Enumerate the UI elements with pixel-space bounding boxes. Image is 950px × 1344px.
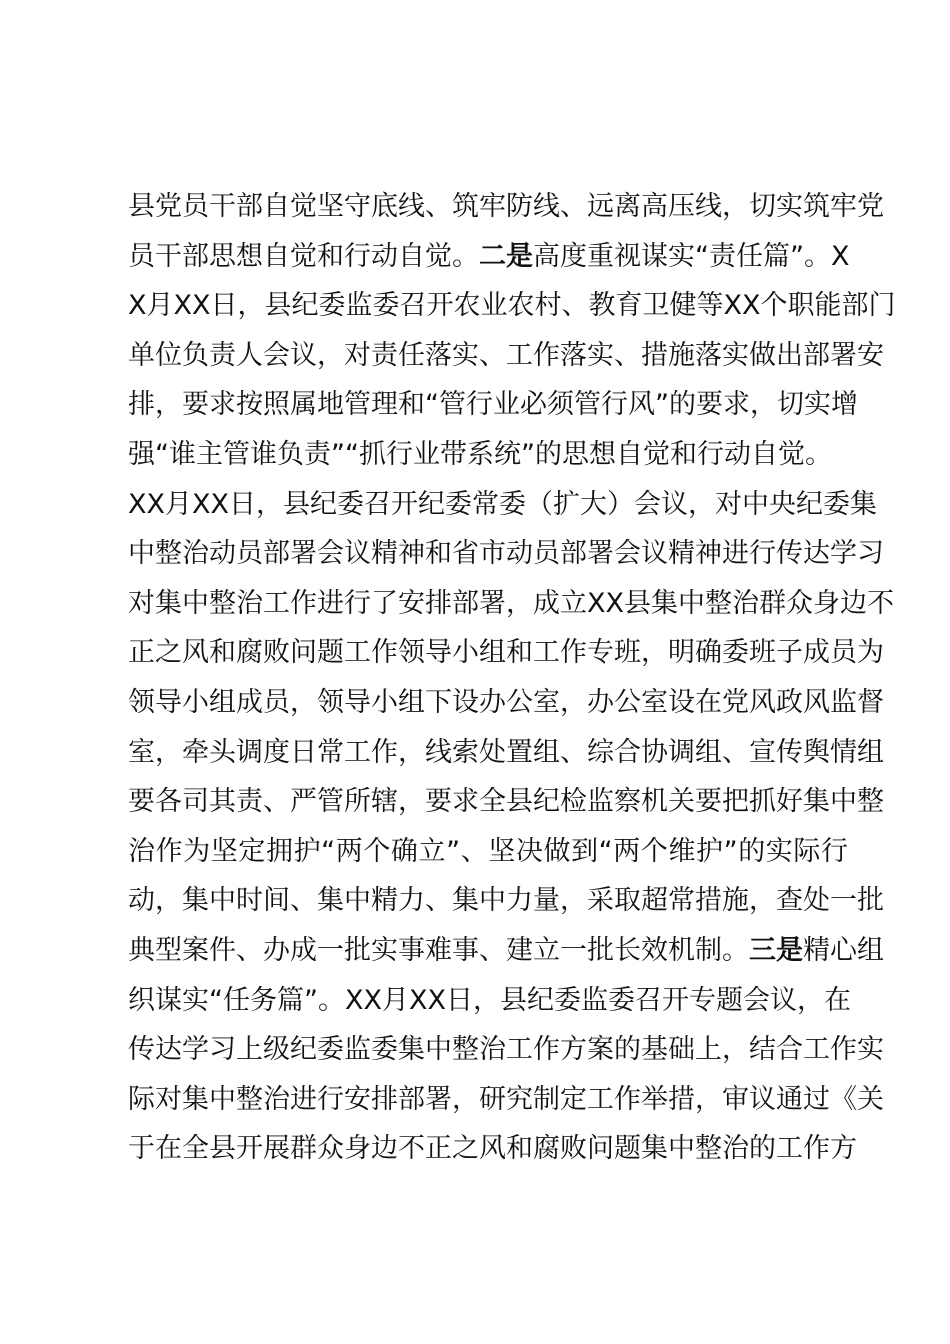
text-line xyxy=(128,926,884,976)
text-run: 际对集中整治进行安排部署，研究制定工作举措，审议通过《关 xyxy=(128,1083,884,1115)
text-run: 传达学习上级纪委监委集中整治工作方案的基础上，结合工作实 xyxy=(128,1034,884,1066)
text-run: X月XX日，县纪委监委召开农业农村、教育卫健等XX个职能部门 xyxy=(128,290,896,322)
text-run: 室，牵头调度日常工作，线索处置组、综合协调组、宣传舆情组 xyxy=(128,736,884,768)
text-run: 领导小组成员，领导小组下设办公室，办公室设在党风政风监督 xyxy=(128,686,884,718)
text-run: 排，要求按照属地管理和“管行业必须管行风”的要求，切实增 xyxy=(128,389,858,421)
text-line xyxy=(128,1025,884,1075)
text-run: XX月XX日，县纪委召开纪委常委（扩大）会议，对中央纪委集 xyxy=(128,488,877,520)
text-run: 织谋实“任务篇”。XX月XX日，县纪委监委召开专题会议，在 xyxy=(128,984,851,1016)
text-line xyxy=(128,728,884,778)
text-line xyxy=(128,232,848,282)
bold-marker: 三是 xyxy=(749,934,803,966)
text-run: 治作为坚定拥护“两个确立”、坚决做到“两个维护”的实际行 xyxy=(128,835,848,867)
text-line xyxy=(128,281,896,331)
text-line xyxy=(128,579,894,629)
text-run: 要各司其责、严管所辖，要求全县纪检监察机关要把抓好集中整 xyxy=(128,786,884,818)
text-run: 员干部思想自觉和行动自觉。 xyxy=(128,240,479,272)
text-line xyxy=(128,480,877,530)
text-line xyxy=(128,1124,857,1174)
text-line xyxy=(128,331,884,381)
text-line xyxy=(128,380,858,430)
text-run: 中整治动员部署会议精神和省市动员部署会议精神进行传达学习 xyxy=(128,538,884,570)
text-line xyxy=(128,876,884,926)
text-line xyxy=(128,678,884,728)
text-run: 正之风和腐败问题工作领导小组和工作专班，明确委班子成员为 xyxy=(128,637,884,669)
text-run: 动，集中时间、集中精力、集中力量，采取超常措施，查处一批 xyxy=(128,885,884,917)
text-line xyxy=(128,430,848,480)
text-line xyxy=(128,827,848,877)
text-run: 县党员干部自觉坚守底线、筑牢防线、远离高压线，切实筑牢党 xyxy=(128,191,884,222)
text-line xyxy=(128,976,851,1026)
text-line xyxy=(128,628,884,678)
text-run: 于在全县开展群众身边不正之风和腐败问题集中整治的工作方 xyxy=(128,1133,857,1165)
text-run: 单位负责人会议，对责任落实、工作落实、措施落实做出部署安 xyxy=(128,339,884,371)
body-paragraph xyxy=(128,182,896,1174)
text-line xyxy=(128,1075,884,1125)
text-run: 典型案件、办成一批实事难事、建立一批长效机制。 xyxy=(128,934,749,966)
bold-marker: 二是 xyxy=(479,240,533,272)
text-run: 精心组 xyxy=(803,934,884,966)
text-line xyxy=(128,529,884,579)
text-run: 对集中整治工作进行了安排部署，成立XX县集中整治群众身边不 xyxy=(128,587,894,619)
text-line xyxy=(128,182,884,232)
text-run: 高度重视谋实“责任篇”。X xyxy=(533,240,850,272)
text-run: 强“谁主管谁负责”“抓行业带系统”的思想自觉和行动自觉。 xyxy=(128,438,832,470)
text-line xyxy=(128,777,884,827)
